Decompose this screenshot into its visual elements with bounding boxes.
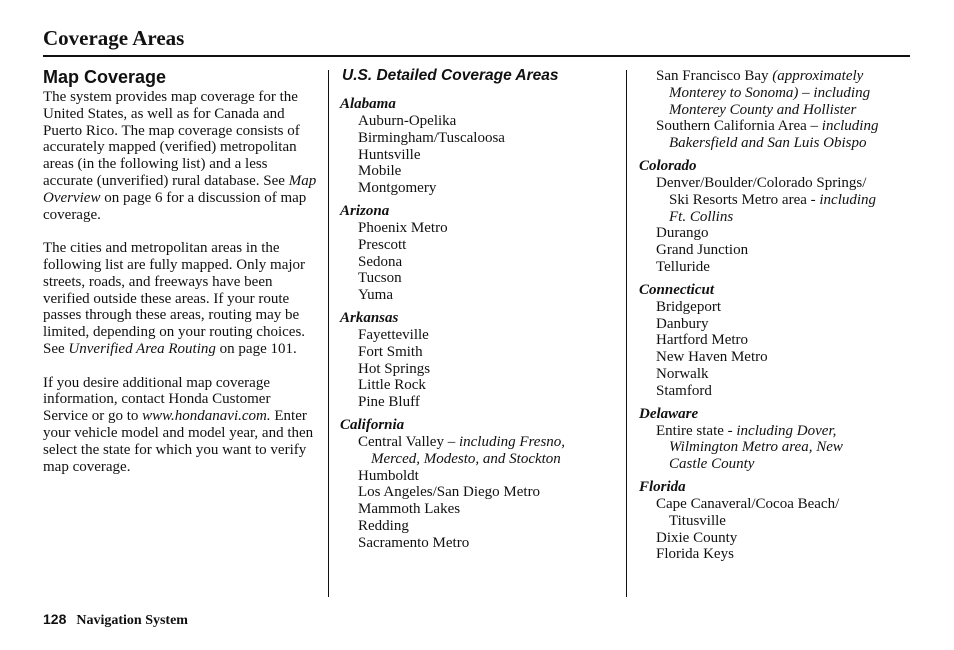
city-note: (approximately [772, 68, 864, 84]
city-item: New Haven Metro [656, 349, 768, 366]
map-coverage-column [43, 66, 318, 492]
state-florida: Florida [639, 478, 686, 495]
city-item: Dixie County [656, 529, 738, 546]
map-coverage-text [43, 89, 318, 475]
p2-text-b: on page 101. [215, 340, 297, 357]
city-item-southern-california [639, 118, 910, 152]
city-item: Auburn-Opelika [358, 113, 457, 129]
header-rule [43, 55, 910, 57]
city-item: Mammoth Lakes [358, 501, 461, 518]
city-name: Southern California Area – [656, 118, 819, 135]
city-item: Fort Smith [358, 343, 423, 360]
city-item: Huntsville [358, 146, 421, 163]
city-note: Ft. Collins [669, 208, 734, 225]
city-item-denver [639, 175, 910, 225]
city-note: including Dover, [736, 422, 837, 439]
city-item: Sacramento Metro [358, 534, 470, 551]
page-footer [43, 610, 188, 630]
state-california: California [340, 416, 405, 433]
city-item: Norwalk [656, 365, 709, 382]
map-coverage-heading: Map Coverage [43, 67, 167, 87]
city-item: Fayetteville [358, 326, 429, 343]
p3-text-b: Enter your vehicle model and model year, and then select the state for which you want to verify map coverage. [43, 408, 314, 475]
city-name: Central Valley – [358, 433, 456, 450]
city-item-cape-canaveral [639, 496, 910, 530]
city-name: Entire state - [656, 422, 733, 439]
footer-section-name: Navigation System [76, 613, 188, 628]
city-item-san-francisco [639, 68, 910, 118]
column-divider-1 [328, 70, 329, 597]
city-item: Yuma [358, 287, 393, 304]
p2-text-a: The cities and metropolitan areas in the following list are fully mapped. Only major streets, roads, and freeways have been verified outside these areas. If your route passes through these areas, routing may be limited, depending on your routing choices. See [43, 240, 306, 357]
unverified-area-routing-reference: Unverified Area Routing [68, 340, 216, 357]
city-item: Bridgeport [656, 298, 721, 315]
city-item: Hot Springs [358, 360, 431, 377]
city-name: Ski Resorts Metro area - [669, 191, 816, 208]
city-note: Castle County [669, 456, 755, 473]
column-divider-2 [626, 70, 627, 597]
page-number: 128 [43, 611, 67, 627]
city-item: Florida Keys [656, 546, 734, 563]
city-item: Hartford Metro [656, 332, 749, 349]
p1-text-a: The system provides map coverage for the United States, as well as for Canada and Puerto Rico. The map coverage consists of accurately mapped (verified) metropolitan areas (in the following list) and a less accurate (unverified) rural database. See [43, 89, 300, 189]
city-note: including Fresno, [458, 433, 566, 450]
city-note: Wilmington Metro area, New [669, 439, 843, 456]
state-arizona: Arizona [340, 202, 390, 219]
hondanavi-url: www.hondanavi.com. [142, 408, 271, 425]
city-item: Grand Junction [656, 242, 749, 259]
page-title: Coverage Areas [43, 26, 185, 50]
city-item: Phoenix Metro [358, 219, 448, 236]
city-name: Denver/Boulder/Colorado Springs/ [656, 174, 867, 191]
map-overview-reference: Map Overview [43, 172, 317, 206]
state-colorado: Colorado [639, 157, 697, 174]
city-item: Redding [358, 517, 409, 534]
city-item: Sedona [358, 253, 403, 270]
us-coverage-column-continued [639, 68, 910, 563]
city-name: San Francisco Bay [656, 68, 769, 84]
city-name: Titusville [669, 512, 726, 529]
city-note: including [821, 118, 879, 135]
city-item: Durango [656, 225, 709, 242]
paragraph-1 [43, 89, 318, 223]
p3-text-a: If you desire additional map coverage information, contact Honda Customer Service or go to [43, 374, 271, 425]
city-note: Monterey County and Hollister [669, 101, 857, 118]
city-item: Birmingham/Tuscaloosa [358, 129, 505, 146]
city-note: Bakersfield and San Luis Obispo [669, 135, 867, 152]
city-item: Prescott [358, 236, 407, 253]
state-delaware: Delaware [639, 405, 699, 422]
city-item: Stamford [656, 382, 712, 399]
paragraph-2 [43, 240, 318, 358]
city-item: Montgomery [358, 180, 437, 197]
city-item: Humboldt [358, 467, 419, 484]
p1-text-b: on page 6 for a discussion of map coverage. [43, 189, 307, 223]
us-coverage-column [340, 66, 610, 552]
city-item: Telluride [656, 258, 710, 275]
paragraph-3 [43, 375, 318, 476]
city-item: Mobile [358, 163, 402, 180]
city-note: Merced, Modesto, and Stockton [371, 450, 561, 467]
city-item: Tucson [358, 270, 402, 287]
city-item: Danbury [656, 315, 709, 332]
city-item-delaware-entire [639, 423, 910, 473]
city-note: Monterey to Sonoma) – including [669, 84, 871, 101]
state-alabama: Alabama [340, 96, 396, 112]
city-item: Little Rock [358, 377, 426, 394]
state-connecticut: Connecticut [639, 281, 715, 298]
city-item: Pine Bluff [358, 394, 420, 411]
city-name: Cape Canaveral/Cocoa Beach/ [656, 495, 840, 512]
city-item-central-valley [340, 434, 610, 468]
city-note: including [819, 191, 877, 208]
state-arkansas: Arkansas [340, 309, 399, 326]
us-detailed-heading: U.S. Detailed Coverage Areas [342, 67, 559, 84]
city-item: Los Angeles/San Diego Metro [358, 484, 541, 501]
